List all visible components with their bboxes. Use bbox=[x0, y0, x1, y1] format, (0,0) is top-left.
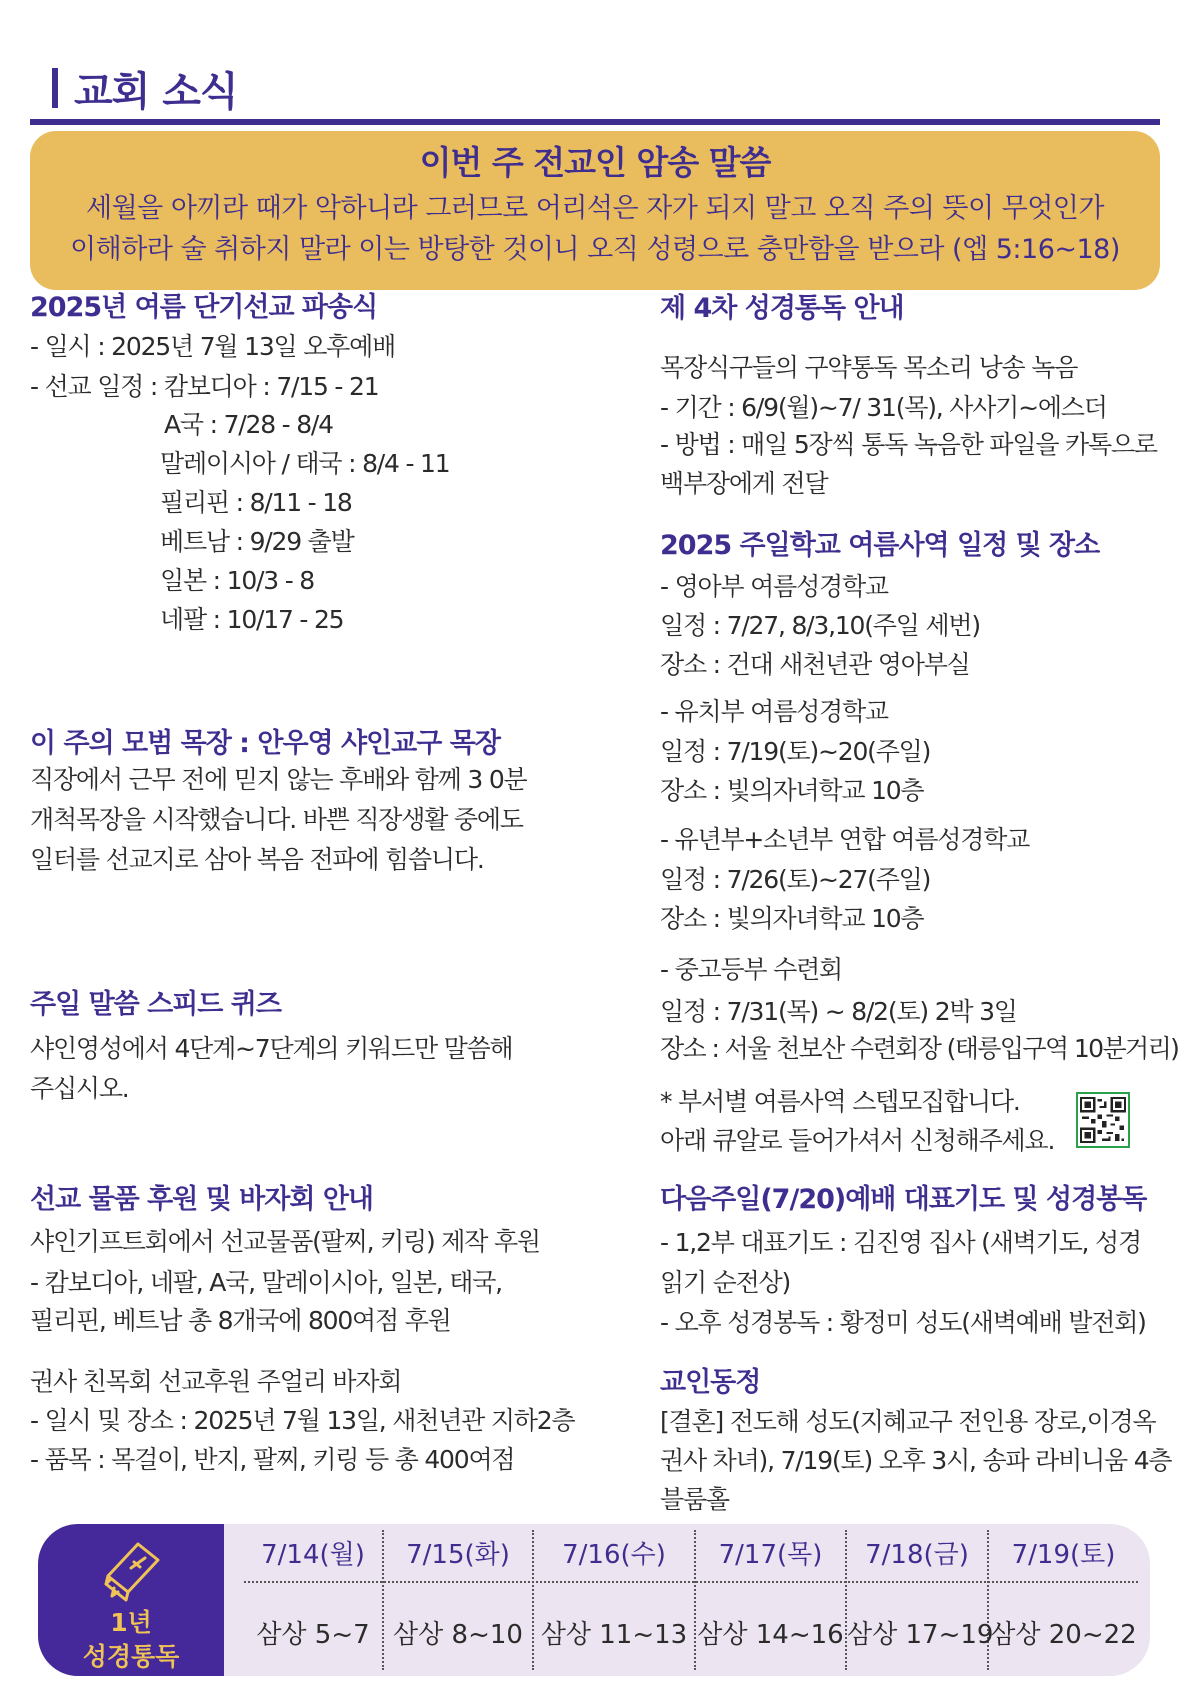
memory-verse-line-2: 이해하라 술 취하지 말라 이는 방탕한 것이니 오직 성령으로 충만함을 받으라 (엡 5:16~18) bbox=[70, 234, 1120, 265]
bible-reading-line: - 방법 : 매일 5장씩 통독 녹음한 파일을 카톡으로 bbox=[660, 430, 1157, 459]
school-group-date: 일정 : 7/19(토)~20(주일) bbox=[660, 737, 931, 766]
prayer-line: - 오후 성경봉독 : 황정미 성도(새벽예배 발전회) bbox=[660, 1308, 1146, 1337]
page-title: 교회 소식 bbox=[74, 69, 238, 115]
reading-day-passage: 삼상 17~19 bbox=[847, 1620, 994, 1650]
memory-verse-heading: 이번 주 전교인 암송 말씀 bbox=[419, 143, 771, 182]
reading-day-date: 7/19(토) bbox=[1011, 1540, 1116, 1570]
school-group-place: 장소 : 건대 새천년관 영아부실 bbox=[660, 650, 970, 679]
reading-plan-badge-line: 1년 bbox=[110, 1608, 152, 1637]
prayer-line: 읽기 순전상) bbox=[660, 1268, 791, 1297]
school-group-date: 일정 : 7/26(토)~27(주일) bbox=[660, 865, 931, 894]
mission-country: 말레이시아 / 태국 : 8/4 - 11 bbox=[160, 449, 450, 478]
school-group-place: 장소 : 빛의자녀학교 10층 bbox=[660, 776, 924, 805]
model-group-heading: 이 주의 모범 목장 : 안우영 샤인교구 목장 bbox=[30, 728, 500, 759]
reading-day-passage: 삼상 11~13 bbox=[540, 1620, 688, 1650]
school-group-date: 일정 : 7/27, 8/3,10(주일 세번) bbox=[660, 611, 980, 640]
sunday-school-heading: 2025 주일학교 여름사역 일정 및 장소 bbox=[660, 530, 1100, 561]
quiz-line: 샤인영성에서 4단계~7단계의 키워드만 말씀해 bbox=[30, 1034, 513, 1063]
prayer-line: - 1,2부 대표기도 : 김진영 집사 (새벽기도, 성경 bbox=[660, 1228, 1141, 1257]
reading-day-passage: 삼상 5~7 bbox=[256, 1620, 370, 1650]
bazaar-line: 샤인기프트회에서 선교물품(팔찌, 키링) 제작 후원 bbox=[30, 1227, 540, 1256]
title-accent-bar bbox=[52, 68, 58, 108]
reading-plan-badge-text bbox=[38, 1606, 224, 1674]
bazaar-heading: 선교 물품 후원 및 바자회 안내 bbox=[30, 1184, 373, 1215]
quiz-heading: 주일 말씀 스피드 퀴즈 bbox=[30, 989, 281, 1020]
mission-country: 베트남 : 9/29 출발 bbox=[160, 527, 354, 556]
prayer-heading: 다음주일(7/20)예배 대표기도 및 성경봉독 bbox=[660, 1184, 1147, 1215]
reading-day-passage: 삼상 14~16 bbox=[697, 1620, 844, 1650]
bible-reading-line: - 기간 : 6/9(월)~7/ 31(목), 사사기~에스더 bbox=[660, 393, 1107, 422]
school-group-name: - 유년부+소년부 연합 여름성경학교 bbox=[660, 825, 1030, 854]
news-line: 블룸홀 bbox=[660, 1485, 729, 1514]
bazaar-line: - 품목 : 목걸이, 반지, 팔찌, 키링 등 총 400여점 bbox=[30, 1445, 515, 1474]
reading-day-passage: 삼상 20~22 bbox=[990, 1620, 1137, 1650]
reading-plan-badge-line: 성경통독 bbox=[82, 1642, 180, 1671]
school-group-date: 일정 : 7/31(목) ~ 8/2(토) 2박 3일 bbox=[660, 997, 1017, 1026]
school-group-place: 장소 : 빛의자녀학교 10층 bbox=[660, 904, 924, 933]
bazaar-line: 필리핀, 베트남 총 8개국에 800여점 후원 bbox=[30, 1306, 451, 1335]
bible-reading-line: 목장식구들의 구약통독 목소리 낭송 녹음 bbox=[660, 353, 1078, 382]
mission-country: 필리핀 : 8/11 - 18 bbox=[160, 488, 352, 517]
bazaar-line: - 캄보디아, 네팔, A국, 말레이시아, 일본, 태국, bbox=[30, 1268, 502, 1297]
mission-country: 네팔 : 10/17 - 25 bbox=[160, 605, 344, 634]
mission-heading: 2025년 여름 단기선교 파송식 bbox=[30, 292, 378, 323]
staff-recruit-note: 아래 큐알로 들어가셔서 신청해주세요. bbox=[660, 1126, 1055, 1155]
memory-verse-line-1: 세월을 아끼라 때가 악하니라 그러므로 어리석은 자가 되지 말고 오직 주의 뜻이 무엇인가 bbox=[86, 193, 1104, 224]
staff-recruit-note: * 부서별 여름사역 스텝모집합니다. bbox=[660, 1087, 1020, 1116]
reading-day-date: 7/17(목) bbox=[718, 1540, 823, 1570]
model-group-line: 일터를 선교지로 삼아 복음 전파에 힘씁니다. bbox=[30, 845, 484, 874]
model-group-line: 직장에서 근무 전에 믿지 않는 후배와 함께 3 0분 bbox=[30, 765, 527, 794]
model-group-line: 개척목장을 시작했습니다. 바쁜 직장생활 중에도 bbox=[30, 805, 523, 834]
news-line: 권사 차녀), 7/19(토) 오후 3시, 송파 라비니움 4층 bbox=[660, 1446, 1172, 1475]
mission-country: 일본 : 10/3 - 8 bbox=[160, 566, 314, 595]
school-group-name: - 중고등부 수련회 bbox=[660, 955, 842, 984]
bazaar-line: 권사 친목회 선교후원 주얼리 바자회 bbox=[30, 1367, 402, 1396]
reading-day-date: 7/15(화) bbox=[406, 1540, 510, 1570]
bazaar-line: - 일시 및 장소 : 2025년 7월 13일, 새천년관 지하2층 bbox=[30, 1406, 575, 1435]
qr-code-icon[interactable] bbox=[1076, 1092, 1130, 1148]
mission-schedule: - 선교 일정 : 캄보디아 : 7/15 - 21 bbox=[30, 372, 379, 401]
reading-day-date: 7/16(수) bbox=[562, 1540, 666, 1570]
bible-reading-line: 백부장에게 전달 bbox=[660, 469, 828, 498]
bible-book-icon bbox=[98, 1536, 166, 1602]
memory-verse-box bbox=[30, 131, 1160, 290]
news-line: [결혼] 전도해 성도(지혜교구 전인용 장로,이경옥 bbox=[660, 1407, 1156, 1436]
reading-day-date: 7/18(금) bbox=[865, 1540, 969, 1570]
news-heading: 교인동정 bbox=[660, 1367, 761, 1398]
reading-day-date: 7/14(월) bbox=[261, 1540, 365, 1570]
school-group-name: - 유치부 여름성경학교 bbox=[660, 697, 888, 726]
reading-day-passage: 삼상 8~10 bbox=[393, 1620, 523, 1650]
school-group-name: - 영아부 여름성경학교 bbox=[660, 572, 888, 601]
title-divider bbox=[30, 119, 1160, 125]
reading-plan-divider bbox=[244, 1581, 1138, 1583]
mission-date: - 일시 : 2025년 7월 13일 오후예배 bbox=[30, 332, 396, 361]
mission-country: A국 : 7/28 - 8/4 bbox=[164, 410, 333, 439]
bible-reading-heading: 제 4차 성경통독 안내 bbox=[660, 293, 904, 324]
quiz-line: 주십시오. bbox=[30, 1074, 129, 1103]
school-group-place: 장소 : 서울 천보산 수련회장 (태릉입구역 10분거리) bbox=[660, 1034, 1179, 1063]
